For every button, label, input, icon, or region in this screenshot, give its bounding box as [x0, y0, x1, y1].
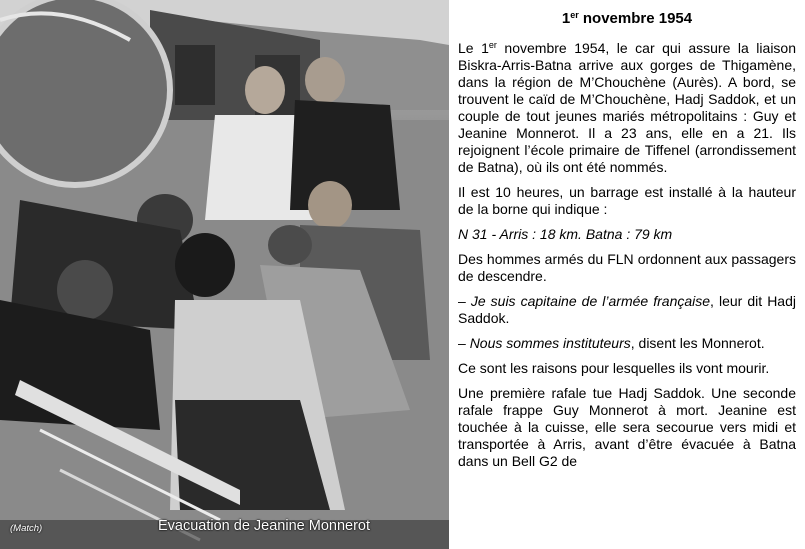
p1-body: novembre 1954, le car qui assure la liaison Biskra-Arris-Batna arrive aux gorges de Thigamène, dans la région de M’Chouchène (Aurès). A bord, se trouvent le caïd de M’Chouchène, Hadj Saddok, et un couple de tout jeunes mariés métropolitains : Guy et Jeanine Monnerot. Il a 23 ans, elle en a 21. Ils rejoignent l’école primaire de Tiffenel (arrondissement de Batna), où ils ont été nommés. — [458, 40, 796, 175]
article-title — [458, 10, 796, 28]
title-ordinal: er — [570, 10, 579, 20]
paragraph-6 — [458, 335, 796, 352]
paragraph-road-sign: N 31 - Arris : 18 km. Batna : 79 km — [458, 226, 673, 242]
p1-ordinal: er — [488, 40, 497, 50]
paragraph-8: Une première rafale tue Hadj Saddok. Une seconde rafale frappe Guy Monnerot à mort. Jeanine est touchée à la cuisse, elle sera secourue vers midi et transportée à Arris, avant d’être évacuée à Batna dans un Bell G2 de — [458, 385, 796, 469]
title-rest: novembre 1954 — [578, 10, 693, 27]
paragraph-4: Des hommes armés du FLN ordonnent aux passagers de descendre. — [458, 251, 796, 284]
title-day: 1 — [561, 10, 571, 27]
paragraph-7: Ce sont les raisons pour lesquelles ils vont mourir. — [458, 360, 770, 376]
paragraph-5 — [458, 293, 796, 327]
p5-quote: Je suis capitaine de l’armée française — [470, 293, 711, 309]
paragraph-1 — [458, 40, 796, 176]
p6-quote: Nous sommes instituteurs — [469, 335, 631, 351]
paragraph-2: Il est 10 heures, un barrage est installé à la hauteur de la borne qui indique : — [458, 184, 796, 217]
p1-start: Le 1 — [458, 40, 489, 56]
p5-dash: – — [458, 293, 471, 309]
photo-caption: Evacuation de Jeanine Monnerot — [158, 518, 371, 534]
photo-credit: (Match) — [10, 523, 43, 534]
p5-rest: , leur dit Hadj Saddok. — [458, 293, 796, 326]
p6-dash: – — [458, 335, 470, 351]
article-column — [458, 8, 796, 549]
p6-rest: , disent les Monnerot. — [630, 335, 765, 351]
